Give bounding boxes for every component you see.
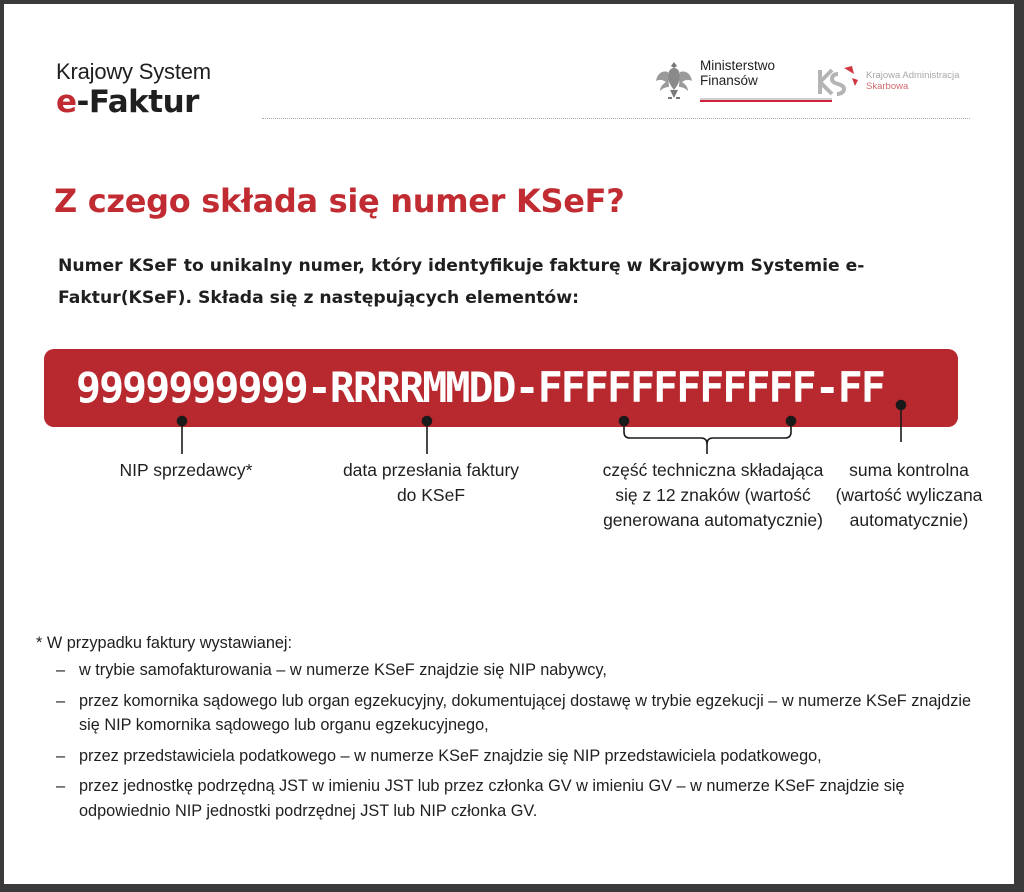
list-item-text: przez jednostkę podrzędną JST w imieniu JST lub przez członka GV w imieniu GV – w numerze KSeF znajdzie się odpowiednio NIP jednostki podrzędnej JST lub NIP członka GV. (79, 777, 905, 820)
list-dash: – (56, 746, 66, 765)
list-item-text: w trybie samofakturowania – w numerze KSeF znajdzie się NIP nabywcy, (79, 661, 607, 679)
kas-name-line2: Skarbowa (866, 81, 909, 92)
intro-paragraph: Numer KSeF to unikalny numer, który identyfikuje fakturę w Krajowym Systemie e-Faktur(KSeF). Składa się z następujących elementów: (58, 256, 865, 308)
footnotes (36, 630, 996, 829)
list-item (36, 744, 996, 769)
footnote-heading: * W przypadku faktury wystawianej: (36, 634, 293, 652)
tech-bracket (624, 421, 791, 444)
kas-name-line1: Krajowa Administracja (866, 70, 960, 81)
brand-line1: Krajowy System (56, 59, 211, 84)
list-dash: – (56, 661, 66, 679)
list-dash: – (56, 777, 66, 795)
list-item (36, 689, 996, 738)
list-dash: – (56, 691, 66, 710)
page-title: Z czego składa się numer KSeF? (54, 182, 625, 220)
ministry-name-line1: Ministerstwo (700, 58, 776, 73)
ministry-name-line2: Finansów (700, 73, 758, 88)
brand-rest: -Faktur (76, 84, 199, 120)
label-data: data przesłania faktury do KSeF (342, 460, 520, 505)
list-item-text: przez komornika sądowego lub organ egzekucyjny, dokumentującej dostawę w trybie egzekucji – w numerze KSeF znajdzie się NIP komornika sądowego lub organu egzekucyjnego, (79, 691, 972, 734)
brand-e: e (56, 84, 77, 120)
list-item-text: przez przedstawiciela podatkowego – w numerze KSeF znajdzie się NIP przedstawiciela podatkowego, (79, 746, 822, 765)
label-suma: suma kontrolna (wartość wyliczana automatycznie) (835, 460, 983, 530)
label-tech: część techniczna składająca się z 12 znaków (wartość generowana automatycznie) (602, 460, 824, 530)
label-nip: NIP sprzedawcy* (119, 460, 253, 480)
document-page (4, 4, 1014, 884)
list-item (36, 774, 996, 823)
ksef-number: 9999999999-RRRRMMDD-FFFFFFFFFFFF-FF (76, 363, 884, 412)
list-item (36, 658, 996, 683)
